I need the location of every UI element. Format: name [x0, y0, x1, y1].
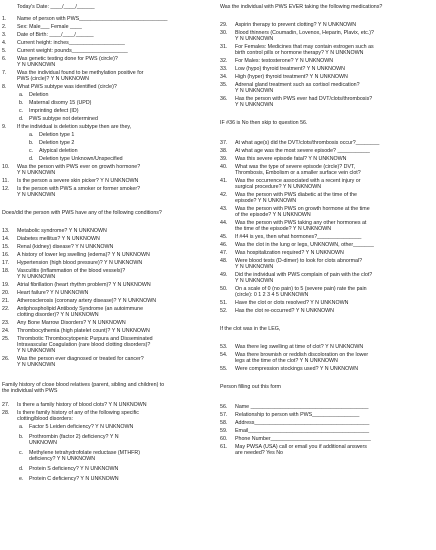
- question-line: [220, 358, 434, 365]
- question-line: [2, 178, 216, 185]
- question-text: surgical procedure? Y N UNKNOWN: [235, 184, 322, 190]
- question-line: [2, 228, 216, 235]
- question-number: 7.: [2, 70, 7, 76]
- question-text: Current weight: pounds___________________: [17, 48, 128, 54]
- question-number: 23.: [2, 320, 10, 326]
- question-number: 24.: [2, 328, 10, 334]
- question-text: If the individual is deletion subtype then are they,: [17, 124, 132, 130]
- question-text: Were compression stockings used? Y N UNKNOWN: [235, 366, 359, 372]
- question-text: Was the person with PWS ever on growth hormone?: [17, 164, 141, 170]
- question-text: Y N UNKNOWN: [235, 278, 274, 284]
- question-number: 26.: [2, 356, 10, 362]
- question-line: [2, 312, 216, 319]
- question-text: High (hyper) thyroid treatment? Y N UNKNOWN: [235, 74, 348, 80]
- question-line: [220, 184, 434, 191]
- question-line: [220, 404, 434, 411]
- question-line: [2, 108, 216, 115]
- question-number: e.: [19, 476, 24, 482]
- question-line: [220, 420, 434, 427]
- question-number: 53.: [220, 344, 228, 350]
- question-line: [2, 100, 216, 107]
- question-text: Prothrombin (factor 2) deficiency? Y N: [29, 434, 119, 440]
- question-line: [220, 36, 434, 43]
- question-line: [2, 466, 216, 473]
- question-number: 27.: [2, 402, 10, 408]
- question-text: Was the occurrence associated with a recent injury or: [235, 178, 361, 184]
- question-number: a.: [19, 424, 24, 430]
- question-number: 50.: [220, 286, 228, 292]
- question-text: If #44 is yes, then what hormones?_______________: [235, 234, 362, 240]
- question-text: Phone Number__________________________________: [235, 436, 371, 442]
- question-line: [2, 48, 216, 55]
- question-text: of the episode? Y N UNKNOWN: [235, 212, 311, 218]
- question-line: [220, 278, 434, 285]
- question-line: [220, 412, 434, 419]
- question-text: Metabolic syndrome? Y N UNKNOWN: [17, 228, 107, 234]
- question-number: c.: [19, 450, 24, 456]
- question-number: 45.: [220, 234, 228, 240]
- question-line: [220, 66, 434, 73]
- question-line: [220, 366, 434, 373]
- question-text: For Males: testosterone? Y N UNKNOWN: [235, 58, 334, 64]
- question-line: [2, 124, 216, 131]
- question-number: d.: [19, 116, 24, 122]
- question-number: 60.: [220, 436, 228, 442]
- question-number: 57.: [220, 412, 228, 418]
- question-number: 10.: [2, 164, 10, 170]
- question-text: A history of lower leg swelling (edema)? Y N UNKNOWN: [17, 252, 150, 258]
- question-line: [2, 236, 216, 243]
- question-text: Current height: inches___________________: [17, 40, 125, 46]
- question-text: Is the person a severe skin picker? Y N UNKNOWN: [17, 178, 139, 184]
- question-text: Y N UNKNOWN: [235, 36, 274, 42]
- question-number: 54.: [220, 352, 228, 358]
- question-text: Diabetes mellitus? Y N UNKNOWN: [17, 236, 100, 242]
- question-number: 30.: [220, 30, 228, 36]
- question-text: Name ________________________________________: [235, 404, 369, 410]
- question-text: Deletion: [29, 92, 49, 98]
- question-text: For Females: Medicines that may contain estrogen such as: [235, 44, 374, 50]
- question-text: Name of person with PWS______________________________: [17, 16, 168, 22]
- question-line: [2, 92, 216, 99]
- question-text: Y N UNKNOWN: [17, 274, 56, 280]
- question-text: What was the type of severe episode (circle)? DVT,: [235, 164, 356, 170]
- question-line: [2, 16, 216, 23]
- question-text: Was the clot in the lung or legs, UNKNOWN, other_______: [235, 242, 374, 248]
- question-text: Atrial fibrillation (heart rhythm problem)? Y N UNKNOWN: [17, 282, 151, 288]
- question-text: Is the person with PWS a smoker or former smoker?: [17, 186, 141, 192]
- question-number: a.: [19, 92, 24, 98]
- question-text: Was the person with PWS taking any other hormones at: [235, 220, 367, 226]
- question-line: [220, 308, 434, 315]
- question-number: 25.: [2, 336, 10, 342]
- question-line: [220, 198, 434, 205]
- question-number: a.: [29, 132, 34, 138]
- question-line: [2, 476, 216, 483]
- question-text: Atherosclerosis (coronary artery disease)? Y N UNKNOWN: [17, 298, 157, 304]
- question-text: Thrombotic Thrombocytopenic Purpura and Disseminated: [17, 336, 153, 342]
- question-text: Was hospitalization required? Y N UNKNOWN: [235, 250, 344, 256]
- question-number: 22.: [2, 306, 10, 312]
- question-number: 47.: [220, 250, 228, 256]
- question-text: At what age was the most severe episode? ___________: [235, 148, 370, 154]
- question-number: 42.: [220, 192, 228, 198]
- question-line: [220, 226, 434, 233]
- question-text: Y N UNKNOWN: [235, 264, 274, 270]
- question-line: [2, 192, 216, 199]
- question-line: [2, 416, 216, 423]
- question-line: [220, 450, 434, 457]
- question-number: 15.: [2, 244, 10, 250]
- question-text: Atypical deletion: [39, 148, 78, 154]
- question-text: Y N UNKNOWN: [17, 170, 56, 176]
- question-number: 41.: [220, 178, 228, 184]
- question-line: [2, 132, 216, 139]
- question-text: At what age(s) did the DVT/clots/thrombosis occur?________: [235, 140, 380, 146]
- question-number: 40.: [220, 164, 228, 170]
- question-number: 51.: [220, 300, 228, 306]
- question-line: [220, 234, 434, 241]
- question-number: b.: [19, 100, 24, 106]
- question-line: [220, 170, 434, 177]
- question-line: [2, 244, 216, 251]
- question-number: 29.: [220, 22, 228, 28]
- question-line: [220, 58, 434, 65]
- question-text: Date of Birth: ____/____/______: [17, 32, 94, 38]
- question-line: [2, 274, 216, 281]
- question-line: [220, 436, 434, 443]
- question-text: May PWSA (USA) call or email you if additional answers: [235, 444, 367, 450]
- question-text: Vasculitis (inflammation of the blood vessels)?: [17, 268, 126, 274]
- question-text: Heart failure? Y N UNKNOWN: [17, 290, 89, 296]
- question-number: d.: [19, 466, 24, 472]
- question-text: Address_______________________________________: [235, 420, 370, 426]
- question-number: 49.: [220, 272, 228, 278]
- question-number: 3.: [2, 32, 7, 38]
- question-text: clotting/blood disorders:: [17, 416, 73, 422]
- question-line: [220, 74, 434, 81]
- question-line: [2, 148, 216, 155]
- question-line: [2, 40, 216, 47]
- question-number: 56.: [220, 404, 228, 410]
- question-number: c.: [29, 148, 34, 154]
- question-line: [2, 282, 216, 289]
- question-text: On a scale of 0 (no pain) to 5 (severe pain) rate the pain: [235, 286, 367, 292]
- question-number: 5.: [2, 48, 7, 54]
- question-line: [220, 156, 434, 163]
- question-text: Deletion type Unknown/Unspecified: [39, 156, 123, 162]
- question-line: [2, 298, 216, 305]
- question-text: Y N UNKNOWN: [17, 362, 56, 368]
- question-line: [220, 88, 434, 95]
- question-number: 55.: [220, 366, 228, 372]
- question-text: deficiency? Y N UNKNOWN: [29, 456, 96, 462]
- family-history-heading-line1: Family history of close blood relatives (parent, sibling and children) to: [2, 382, 165, 388]
- question-text: Was the person with PWS on growth hormone at the time: [235, 206, 370, 212]
- question-number: 14.: [2, 236, 10, 242]
- question-text: Renal (kidney) disease? Y N UNKNOWN: [17, 244, 114, 250]
- question-number: 32.: [220, 58, 228, 64]
- question-line: [220, 22, 434, 29]
- question-line: [220, 292, 434, 299]
- question-line: [220, 50, 434, 57]
- question-line: [220, 148, 434, 155]
- question-line: [2, 32, 216, 39]
- question-text: Adrenal gland treatment such as cortisol medication?: [235, 82, 360, 88]
- question-text: Was the individual found to be methylation positive for: [17, 70, 144, 76]
- question-number: 52.: [220, 308, 228, 314]
- question-text: Protein C deficiency? Y N UNKNOWN: [29, 476, 119, 482]
- family-history-heading-line2: the individual with PWS: [2, 388, 58, 394]
- form-filler-heading: Person filling out this form: [220, 384, 281, 390]
- question-text: (circle): 0 1 2 3 4 5 UNKNOWN: [235, 292, 309, 298]
- question-number: 46.: [220, 242, 228, 248]
- question-text: Y N UNKNOWN: [235, 88, 274, 94]
- todays-date-line: Today's Date: ____/____/______: [17, 4, 95, 10]
- question-line: [2, 348, 216, 355]
- question-number: 61.: [220, 444, 228, 450]
- question-line: [2, 252, 216, 259]
- question-text: birth control pills or hormone therapy? Y N UNKNOWN: [235, 50, 364, 56]
- question-text: Have the clot or clots resolved? Y N UNKNOWN: [235, 300, 349, 306]
- skip-instruction-heading: IF #36 is No then skip to question 56.: [220, 120, 308, 126]
- question-text: episode? Y N UNKNOWN: [235, 198, 297, 204]
- question-text: Has the person with PWS ever had DVT/clots/thrombosis?: [235, 96, 373, 102]
- question-line: [220, 140, 434, 147]
- question-text: Did the individual with PWS complain of pain with the clot?: [235, 272, 373, 278]
- question-text: Has the clot re-occurred? Y N UNKNOWN: [235, 308, 335, 314]
- question-number: b.: [19, 434, 24, 440]
- question-line: [2, 424, 216, 431]
- question-number: 44.: [220, 220, 228, 226]
- question-line: [220, 242, 434, 249]
- question-text: Y N UNKNOWN: [17, 348, 56, 354]
- question-number: 6.: [2, 56, 7, 62]
- question-text: clotting disorder)? Y N UNKNOWN: [17, 312, 99, 318]
- question-text: Deletion type 2: [39, 140, 75, 146]
- question-line: [2, 76, 216, 83]
- question-number: 8.: [2, 84, 7, 90]
- question-line: [2, 62, 216, 69]
- medications-heading: Was the individual with PWS EVER taking the following medications?: [220, 4, 383, 10]
- question-line: [2, 260, 216, 267]
- question-number: 2.: [2, 24, 7, 30]
- question-text: UNKNOWN: [29, 440, 57, 446]
- question-text: Relationship to person with PWS________________: [235, 412, 360, 418]
- question-number: 19.: [2, 282, 10, 288]
- question-number: 43.: [220, 206, 228, 212]
- question-text: What PWS subtype was identified (circle)?: [17, 84, 117, 90]
- question-number: 37.: [220, 140, 228, 146]
- question-line: [220, 428, 434, 435]
- question-number: 21.: [2, 298, 10, 304]
- question-number: 12.: [2, 186, 10, 192]
- question-line: [2, 362, 216, 369]
- question-number: 9.: [2, 124, 7, 130]
- question-line: [2, 402, 216, 409]
- question-number: 1.: [2, 16, 7, 22]
- question-number: 20.: [2, 290, 10, 296]
- question-text: Was the person ever diagnosed or treated for cancer?: [17, 356, 144, 362]
- question-text: Low (hypo) thyroid treatment? Y N UNKNOWN: [235, 66, 345, 72]
- question-text: PWS (circle)? Y N UNKNOWN: [17, 76, 89, 82]
- question-line: [220, 212, 434, 219]
- question-text: Email_________________________________________: [235, 428, 370, 434]
- question-text: Factor 5 Leiden deficiency? Y N UNKNOWN: [29, 424, 134, 430]
- question-number: 17.: [2, 260, 10, 266]
- question-text: Imprinting defect (ID): [29, 108, 79, 114]
- question-line: [2, 116, 216, 123]
- question-text: Hypertension (high blood pressure)? Y N UNKNOWN: [17, 260, 143, 266]
- question-number: 33.: [220, 66, 228, 72]
- conditions-heading: Does/did the person with PWS have any of the following conditions?: [2, 210, 162, 216]
- question-line: [2, 24, 216, 31]
- question-line: [2, 456, 216, 463]
- question-number: b.: [29, 140, 34, 146]
- question-text: legs at the time of the clot? Y N UNKNOWN: [235, 358, 338, 364]
- question-number: 13.: [2, 228, 10, 234]
- question-text: Deletion type 1: [39, 132, 75, 138]
- question-text: Is there family history of any of the following specific: [17, 410, 139, 416]
- question-number: 36.: [220, 96, 228, 102]
- question-number: 16.: [2, 252, 10, 258]
- question-number: 11.: [2, 178, 9, 184]
- question-line: [220, 264, 434, 271]
- question-line: [220, 102, 434, 109]
- question-text: Was there brownish or reddish discoloration on the lower: [235, 352, 369, 358]
- question-number: 34.: [220, 74, 228, 80]
- question-text: the time of the episode? Y N UNKNOWN: [235, 226, 332, 232]
- question-text: Was this severe episode fatal? Y N UNKNOWN: [235, 156, 347, 162]
- question-text: Blood thinners (Coumadin, Lovenox, Heparin, Plavix, etc.)?: [235, 30, 374, 36]
- question-line: [2, 440, 216, 447]
- question-number: d.: [29, 156, 34, 162]
- question-text: Y N UNKNOWN: [17, 192, 56, 198]
- question-text: Thrombosis, Embolism or a smaller surface vein clot?: [235, 170, 361, 176]
- question-number: c.: [19, 108, 24, 114]
- question-line: [2, 328, 216, 335]
- question-text: Were blood tests (D-dimer) to look for clots abnormal?: [235, 258, 363, 264]
- question-number: 28.: [2, 410, 10, 416]
- question-text: Sex: Male___ Female ____: [17, 24, 82, 30]
- question-text: Is there a family history of blood clots? Y N UNKNOWN: [17, 402, 147, 408]
- leg-clot-heading: If the clot was in the LEG,: [220, 326, 281, 332]
- question-number: 48.: [220, 258, 228, 264]
- question-line: [2, 156, 216, 163]
- question-text: Intravascular Coagulation (rare blood clotting disorders)?: [17, 342, 151, 348]
- question-number: 59.: [220, 428, 228, 434]
- question-line: [2, 140, 216, 147]
- question-line: [2, 290, 216, 297]
- question-text: Protein S deficiency? Y N UNKNOWN: [29, 466, 119, 472]
- question-number: 4.: [2, 40, 7, 46]
- question-text: PWS subtype not determined: [29, 116, 98, 122]
- question-text: Maternal disomy 15 (UPD): [29, 100, 92, 106]
- question-text: Was there leg swelling at time of clot? Y N UNKNOWN: [235, 344, 364, 350]
- question-text: Antiphospholipid Antibody Syndrome (an autoimmune: [17, 306, 144, 312]
- question-line: [220, 300, 434, 307]
- question-number: 31.: [220, 44, 228, 50]
- question-text: Was genetic testing done for PWS (circle)?: [17, 56, 118, 62]
- question-text: Y N UNKNOWN: [17, 62, 56, 68]
- question-line: [2, 84, 216, 91]
- question-line: [2, 170, 216, 177]
- question-text: are needed? Yes No: [235, 450, 284, 456]
- question-text: Thrombocythemia (high platelet count)? Y N UNKNOWN: [17, 328, 150, 334]
- question-line: [2, 320, 216, 327]
- question-number: 58.: [220, 420, 228, 426]
- question-text: Was the person with PWS diabetic at the time of the: [235, 192, 357, 198]
- question-number: 35.: [220, 82, 228, 88]
- question-text: Methylene tetrahydrofolate reductase (MTHFR): [29, 450, 140, 456]
- question-text: Any Bone Marrow Disorders? Y N UNKNOWN: [17, 320, 126, 326]
- question-text: Y N UNKNOWN: [235, 102, 274, 108]
- question-number: 18.: [2, 268, 10, 274]
- question-number: 38.: [220, 148, 228, 154]
- question-line: [220, 250, 434, 257]
- question-text: Aspirin therapy to prevent clotting? Y N UNKNOWN: [235, 22, 357, 28]
- question-line: [220, 344, 434, 351]
- question-number: 39.: [220, 156, 228, 162]
